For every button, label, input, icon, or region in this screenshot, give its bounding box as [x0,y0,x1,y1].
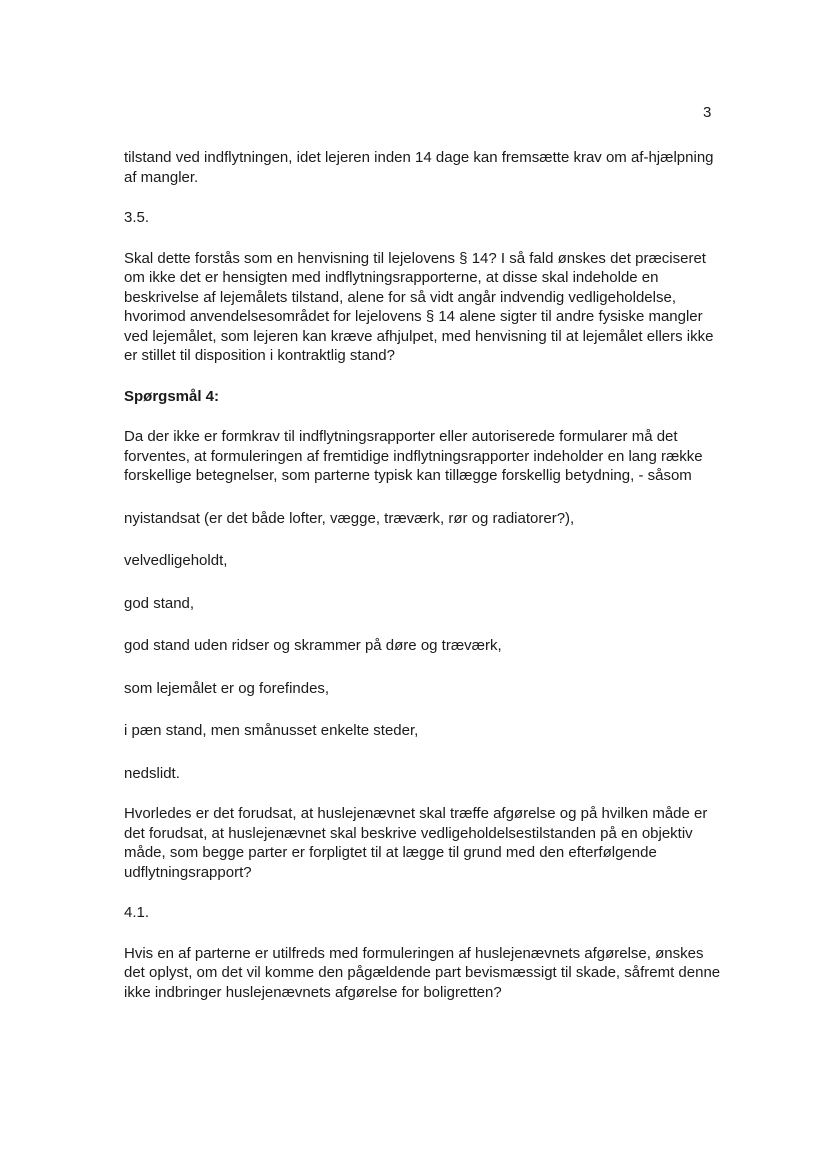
question-4-heading: Spørgsmål 4: [124,387,220,405]
paragraph-4-1: Hvis en af parterne er utilfreds med formuleringen af huslejenævnets afgørelse, ønskes det oplyst, om det vil komme den pågældende part bevismæssigt til skade, såfremt denne ikke indbringer huslejenævnets afgørelse for boligretten? [124,944,721,1001]
paragraph-continuation: tilstand ved indflytningen, idet lejeren inden 14 dage kan fremsætte krav om af-hjælpning af mangler. [124,149,714,186]
term-item: i pæn stand, men smånusset enkelte steder, [124,722,419,739]
term-item: som lejemålet er og forefindes, [124,679,330,697]
paragraph-question-4: Da der ikke er formkrav til indflytningsrapporter eller autoriserede formularer må det forventes, at formuleringen af fremtidige indflytningsrapporter indeholder en lang række forskellige betegnelser, som parterne typisk kan tillægge forskellig betydning, - såsom [124,428,703,484]
term-item: god stand, [124,594,195,612]
section-number-4-1: 4.1. [124,904,150,921]
term-item: god stand uden ridser og skrammer på døre og træværk, [124,637,502,654]
paragraph-3-5: Skal dette forstås som en henvisning til lejelovens § 14? I så fald ønskes det præciseret om ikke det er hensigten med indflytningsrapporterne, at disse skal indeholde en beskrivelse af lejemålets tilstand, alene for så vidt angår indvendig vedligeholdelse, hvorimod anvendelsesområdet for lejelovens § 14 alene sigter til andre fysiske mangler ved lejemålet, som lejeren kan kræve afhjulpet, med henvisning til at lejemålet ellers ikke er stillet til disposition i kontraktlig stand? [124,249,714,364]
section-number-3-5: 3.5. [124,209,150,226]
term-item: nyistandsat (er det både lofter, vægge, træværk, rør og radiatorer?), [124,509,575,527]
paragraph-question-4-followup: Hvorledes er det forudsat, at huslejenævnet skal træffe afgørelse og på hvilken måde er det forudsat, at huslejenævnet skal beskrive vedligeholdelsestilstanden på en objektiv måde, som begge parter er forpligtet til at lægge til grund med den efterfølgende udflytningsrapport? [124,805,708,881]
term-item: velvedligeholdt, [124,552,228,569]
document-body [124,148,724,1002]
term-item: nedslidt. [124,764,180,782]
page-number: 3 [703,104,712,121]
